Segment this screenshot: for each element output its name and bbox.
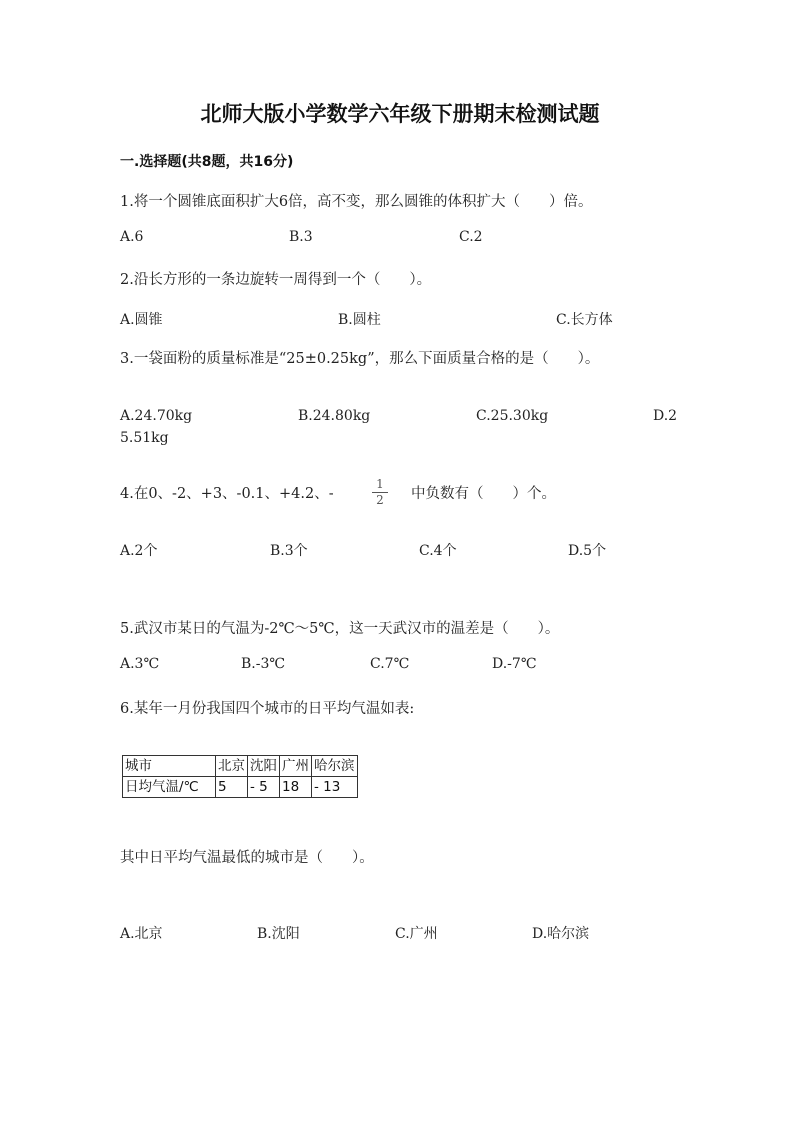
- question-3-option-d: D.2: [653, 408, 678, 424]
- question-4-option-b: B.3个: [270, 543, 308, 559]
- question-3-option-b: B.24.80kg: [298, 408, 371, 424]
- question-6-option-b: B.沈阳: [257, 926, 300, 942]
- fraction-denominator: 2: [376, 493, 384, 507]
- question-5-option-a: A.3℃: [120, 656, 160, 672]
- section-heading: 一.选择题(共8题，共16分): [120, 154, 294, 170]
- table-header-cell: 城市: [123, 756, 216, 777]
- question-2-option-a: A.圆锥: [120, 312, 163, 328]
- question-5-stem: 5.武汉市某日的气温为-2℃～5℃，这一天武汉市的温差是（ ）。: [120, 621, 560, 637]
- table-cell: - 13: [312, 777, 358, 798]
- question-1-stem: 1.将一个圆锥底面积扩大6倍，高不变，那么圆锥的体积扩大（ ）倍。: [120, 194, 593, 210]
- question-3-stem: 3.一袋面粉的质量标准是“25±0.25kg”，那么下面质量合格的是（ ）。: [120, 351, 600, 367]
- page-title: 北师大版小学数学六年级下册期末检测试题: [200, 102, 600, 126]
- table-cell: 18: [280, 777, 312, 798]
- question-1-option-b: B.3: [289, 229, 313, 245]
- question-5-option-d: D.-7℃: [492, 656, 537, 672]
- question-6-follow-up: 其中日平均气温最低的城市是（ ）。: [120, 850, 374, 866]
- question-5-option-b: B.-3℃: [241, 656, 286, 672]
- question-1-option-c: C.2: [459, 229, 483, 245]
- question-3-option-a: A.24.70kg: [120, 408, 193, 424]
- question-2-option-b: B.圆柱: [338, 312, 381, 328]
- table-header-cell: 哈尔滨: [312, 756, 358, 777]
- question-4-option-c: C.4个: [419, 543, 457, 559]
- table-cell: 日均气温/℃: [123, 777, 216, 798]
- fraction-one-half: [372, 478, 388, 507]
- question-4-stem-end: 中负数有（ ）个。: [411, 486, 556, 502]
- table-header-cell: 广州: [280, 756, 312, 777]
- question-3-option-d-wrap: 5.51kg: [120, 430, 169, 446]
- table-header-cell: 沈阳: [248, 756, 280, 777]
- question-3-option-c: C.25.30kg: [476, 408, 549, 424]
- fraction-numerator: 1: [376, 477, 384, 491]
- temperature-table: [122, 755, 358, 798]
- table-cell: 5: [216, 777, 248, 798]
- question-4-option-d: D.5个: [568, 543, 607, 559]
- table-header-cell: 北京: [216, 756, 248, 777]
- question-4-stem-start: 4.在0、-2、+3、-0.1、+4.2、-: [120, 486, 334, 502]
- question-2-stem: 2.沿长方形的一条边旋转一周得到一个（ ）。: [120, 272, 432, 288]
- question-5-option-c: C.7℃: [370, 656, 410, 672]
- question-6-option-c: C.广州: [395, 926, 438, 942]
- question-6-option-a: A.北京: [120, 926, 163, 942]
- question-4-option-a: A.2个: [120, 543, 158, 559]
- table-cell: - 5: [248, 777, 280, 798]
- question-1-option-a: A.6: [120, 229, 144, 245]
- table-header-row: [123, 756, 358, 777]
- question-6-stem: 6.某年一月份我国四个城市的日平均气温如表:: [120, 701, 415, 717]
- table-row: [123, 777, 358, 798]
- question-2-option-c: C.长方体: [556, 312, 613, 328]
- question-6-option-d: D.哈尔滨: [532, 926, 590, 942]
